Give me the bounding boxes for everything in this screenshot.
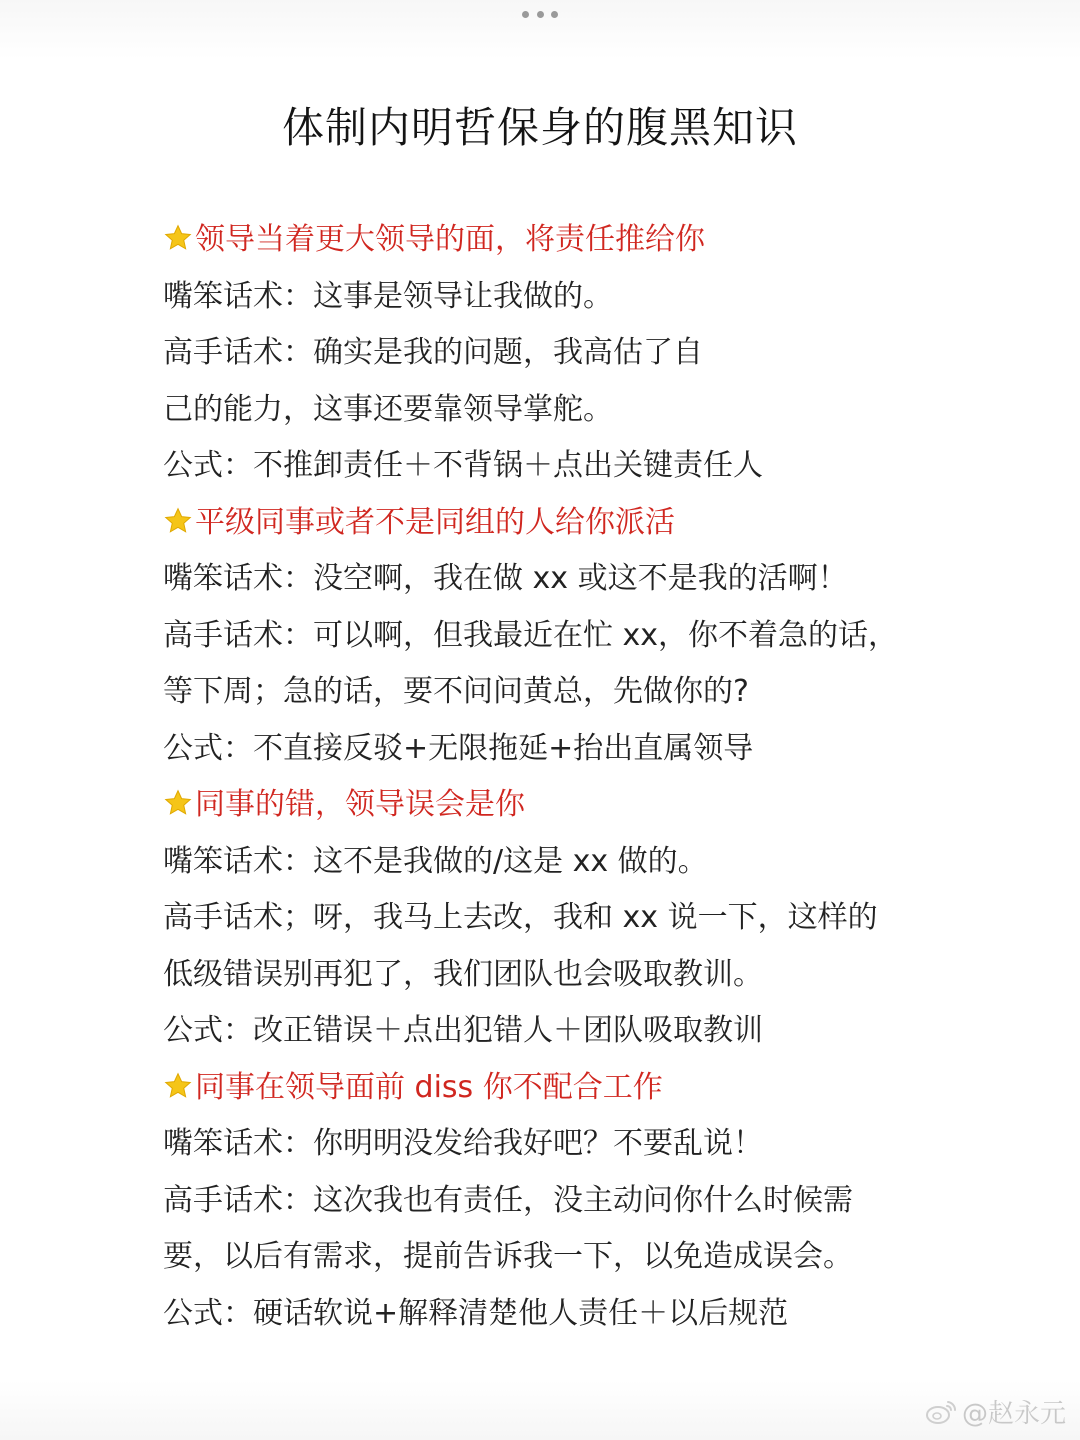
body-line: 等下周；急的话，要不问问黄总，先做你的? <box>163 674 749 709</box>
formula-line: 公式：不直接反驳+无限拖延+抬出直属领导 <box>163 730 754 766</box>
weibo-logo-icon <box>924 1398 958 1426</box>
body-line: 嘴笨话术：这不是我做的/这是 xx 做的。 <box>163 843 708 879</box>
section-heading-text: 同事的错，领导误会是你 <box>195 787 525 822</box>
section-heading <box>163 212 1043 269</box>
section-heading <box>163 1060 1043 1117</box>
section-heading-text: 同事在领导面前 diss 你不配合工作 <box>195 1069 663 1105</box>
section-heading-text: 平级同事或者不是同组的人给你派活 <box>195 504 675 540</box>
document-body <box>163 212 1043 1342</box>
formula-line: 公式：不推卸责任＋不背锅＋点出关键责任人 <box>163 448 763 483</box>
body-line: 高手话术：确实是我的问题，我高估了自 <box>163 335 703 370</box>
section-heading-text: 领导当着更大领导的面，将责任推给你 <box>195 222 705 257</box>
body-line: 嘴笨话术：没空啊，我在做 xx 或这不是我的活啊！ <box>163 561 848 596</box>
body-line: 嘴笨话术：你明明没发给我好吧？不要乱说！ <box>163 1126 763 1161</box>
star-icon <box>163 788 193 818</box>
star-icon <box>163 223 193 253</box>
body-line: 高手话术；呀，我马上去改，我和 xx 说一下，这样的 <box>163 900 878 935</box>
weibo-watermark <box>924 1393 1066 1430</box>
formula-line: 公式：硬话软说+解释清楚他人责任＋以后规范 <box>163 1295 789 1331</box>
body-line: 要，以后有需求，提前告诉我一下，以免造成误会。 <box>163 1239 853 1274</box>
body-line: 低级错误别再犯了，我们团队也会吸取教训。 <box>163 956 763 992</box>
body-line: 己的能力，这事还要靠领导掌舵。 <box>163 391 613 427</box>
watermark-text: @赵永元 <box>961 1399 1066 1429</box>
page-title: 体制内明哲保身的腹黑知识 <box>281 103 798 152</box>
body-line: 高手话术：这次我也有责任，没主动问你什么时候需 <box>163 1182 853 1218</box>
body-line: 嘴笨话术：这事是领导让我做的。 <box>163 278 613 314</box>
section-heading <box>163 495 1043 552</box>
more-options-icon[interactable] <box>522 8 558 20</box>
section-heading <box>163 777 1043 834</box>
star-icon <box>163 506 193 536</box>
star-icon <box>163 1071 193 1101</box>
body-line: 高手话术：可以啊，但我最近在忙 xx，你不着急的话， <box>163 617 899 653</box>
formula-line: 公式：改正错误＋点出犯错人＋团队吸取教训 <box>163 1013 763 1048</box>
